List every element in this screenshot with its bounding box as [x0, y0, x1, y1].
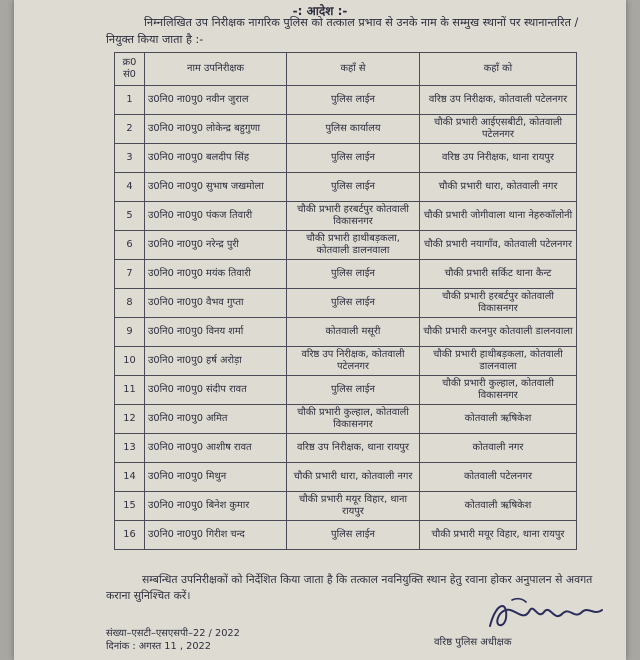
- serial-cell: 5: [115, 202, 145, 231]
- name-cell: उ0नि0 ना0पु0 नरेन्द्र पुरी: [145, 231, 287, 260]
- serial-cell: 9: [115, 318, 145, 347]
- table-row: [115, 492, 577, 521]
- table-row: [115, 434, 577, 463]
- name-cell: उ0नि0 ना0पु0 आशीष रावत: [145, 434, 287, 463]
- serial-cell: 4: [115, 173, 145, 202]
- from-cell: कोतवाली मसूरी: [287, 318, 420, 347]
- name-cell: उ0नि0 ना0पु0 अमित: [145, 405, 287, 434]
- from-cell: पुलिस लाईन: [287, 260, 420, 289]
- header-name: नाम उपनिरीक्षक: [145, 53, 287, 86]
- table-row: [115, 463, 577, 492]
- header-to: कहाँ को: [420, 53, 577, 86]
- table-row: [115, 173, 577, 202]
- reference-date: दिनांक : अगस्त 11 , 2022: [106, 641, 212, 652]
- from-cell: चौकी प्रभारी हाथीबड़कला, कोतवाली डालनवाला: [287, 231, 420, 260]
- from-cell: चौकी प्रभारी धारा, कोतवाली नगर: [287, 463, 420, 492]
- table-row: [115, 144, 577, 173]
- reference-number: संख्या–एसटी–एसएसपी–22 / 2022: [106, 628, 240, 639]
- table-row: [115, 405, 577, 434]
- table-row: [115, 202, 577, 231]
- table-row: [115, 289, 577, 318]
- serial-cell: 16: [115, 521, 145, 550]
- name-cell: उ0नि0 ना0पु0 पंकज तिवारी: [145, 202, 287, 231]
- name-cell: उ0नि0 ना0पु0 हर्ष अरोड़ा: [145, 347, 287, 376]
- header-from: कहाँ से: [287, 53, 420, 86]
- to-cell: कोतवाली ऋषिकेश: [420, 492, 577, 521]
- to-cell: चौकी प्रभारी कुल्हाल, कोतवाली विकासनगर: [420, 376, 577, 405]
- header-serial: क्र0 सं0: [115, 53, 145, 86]
- name-cell: उ0नि0 ना0पु0 बिनेश कुमार: [145, 492, 287, 521]
- from-cell: पुलिस लाईन: [287, 376, 420, 405]
- from-cell: पुलिस लाईन: [287, 289, 420, 318]
- to-cell: कोतवाली नगर: [420, 434, 577, 463]
- table-row: [115, 521, 577, 550]
- to-cell: चौकी प्रभारी आईएसबीटी, कोतवाली पटेलनगर: [420, 115, 577, 144]
- reference-block: [106, 627, 240, 653]
- table-row: [115, 231, 577, 260]
- closing-paragraph: सम्बन्धित उपनिरीक्षकों को निर्देशित किया जाता है कि तत्काल नवनियुक्ति स्थान हेतु रवाना होकर अनुपालन से अवगत कराना सुनिश्चित करें।: [106, 573, 593, 602]
- table-row: [115, 115, 577, 144]
- name-cell: उ0नि0 ना0पु0 बलदीप सिंह: [145, 144, 287, 173]
- table-row: [115, 260, 577, 289]
- from-cell: पुलिस लाईन: [287, 86, 420, 115]
- serial-cell: 12: [115, 405, 145, 434]
- name-cell: उ0नि0 ना0पु0 संदीप रावत: [145, 376, 287, 405]
- serial-cell: 13: [115, 434, 145, 463]
- name-cell: उ0नि0 ना0पु0 गिरीश चन्द: [145, 521, 287, 550]
- serial-cell: 15: [115, 492, 145, 521]
- name-cell: उ0नि0 ना0पु0 विनय शर्मा: [145, 318, 287, 347]
- to-cell: चौकी प्रभारी नयागाँव, कोतवाली पटेलनगर: [420, 231, 577, 260]
- handwritten-signature: [482, 596, 622, 636]
- serial-cell: 14: [115, 463, 145, 492]
- intro-paragraph: निम्नलिखित उप निरीक्षक नागरिक पुलिस को तत्काल प्रभाव से उनके नाम के सम्मुख स्थानों पर स्थानान्तरित / नियुक्त किया जाता है :-: [106, 16, 579, 46]
- to-cell: चौकी प्रभारी मयूर विहार, थाना रायपुर: [420, 521, 577, 550]
- name-cell: उ0नि0 ना0पु0 मयंक तिवारी: [145, 260, 287, 289]
- to-cell: वरिष्ठ उप निरीक्षक, थाना रायपुर: [420, 144, 577, 173]
- from-cell: चौकी प्रभारी कुल्हाल, कोतवाली विकासनगर: [287, 405, 420, 434]
- signer-designation: वरिष्ठ पुलिस अधीक्षक: [434, 637, 512, 648]
- to-cell: कोतवाली ऋषिकेश: [420, 405, 577, 434]
- serial-cell: 10: [115, 347, 145, 376]
- table-header-row: [115, 53, 577, 86]
- name-cell: उ0नि0 ना0पु0 सुभाष जखमोला: [145, 173, 287, 202]
- to-cell: चौकी प्रभारी धारा, कोतवाली नगर: [420, 173, 577, 202]
- to-cell: वरिष्ठ उप निरीक्षक, कोतवाली पटेलनगर: [420, 86, 577, 115]
- table-row: [115, 318, 577, 347]
- from-cell: पुलिस लाईन: [287, 144, 420, 173]
- from-cell: वरिष्ठ उप निरीक्षक, थाना रायपुर: [287, 434, 420, 463]
- serial-cell: 2: [115, 115, 145, 144]
- from-cell: पुलिस लाईन: [287, 173, 420, 202]
- name-cell: उ0नि0 ना0पु0 मिथुन: [145, 463, 287, 492]
- from-cell: पुलिस कार्यालय: [287, 115, 420, 144]
- to-cell: चौकी प्रभारी सर्किट थाना कैन्ट: [420, 260, 577, 289]
- to-cell: कोतवाली पटेलनगर: [420, 463, 577, 492]
- from-cell: चौकी प्रभारी हरबर्टपुर कोतवाली विकासनगर: [287, 202, 420, 231]
- table-row: [115, 376, 577, 405]
- to-cell: चौकी प्रभारी हाथीबड़कला, कोतवाली डालनवाला: [420, 347, 577, 376]
- serial-cell: 1: [115, 86, 145, 115]
- from-cell: पुलिस लाईन: [287, 521, 420, 550]
- serial-cell: 6: [115, 231, 145, 260]
- from-cell: चौकी प्रभारी मयूर विहार, थाना रायपुर: [287, 492, 420, 521]
- from-cell: वरिष्ठ उप निरीक्षक, कोतवाली पटेलनगर: [287, 347, 420, 376]
- to-cell: चौकी प्रभारी जोगीवाला थाना नेहरुकॉलोनी: [420, 202, 577, 231]
- serial-cell: 3: [115, 144, 145, 173]
- name-cell: उ0नि0 ना0पु0 वैभव गुप्ता: [145, 289, 287, 318]
- serial-cell: 8: [115, 289, 145, 318]
- to-cell: चौकी प्रभारी हरबर्टपुर कोतवाली विकासनगर: [420, 289, 577, 318]
- serial-cell: 7: [115, 260, 145, 289]
- order-document: [14, 0, 626, 660]
- name-cell: उ0नि0 ना0पु0 लोकेन्द्र बहुगुणा: [145, 115, 287, 144]
- order-heading: -: आदेश :-: [292, 4, 348, 18]
- table-row: [115, 347, 577, 376]
- transfer-table: [114, 52, 577, 550]
- table-row: [115, 86, 577, 115]
- serial-cell: 11: [115, 376, 145, 405]
- to-cell: चौकी प्रभारी करनपुर कोतवाली डालनवाला: [420, 318, 577, 347]
- name-cell: उ0नि0 ना0पु0 नवीन जुराल: [145, 86, 287, 115]
